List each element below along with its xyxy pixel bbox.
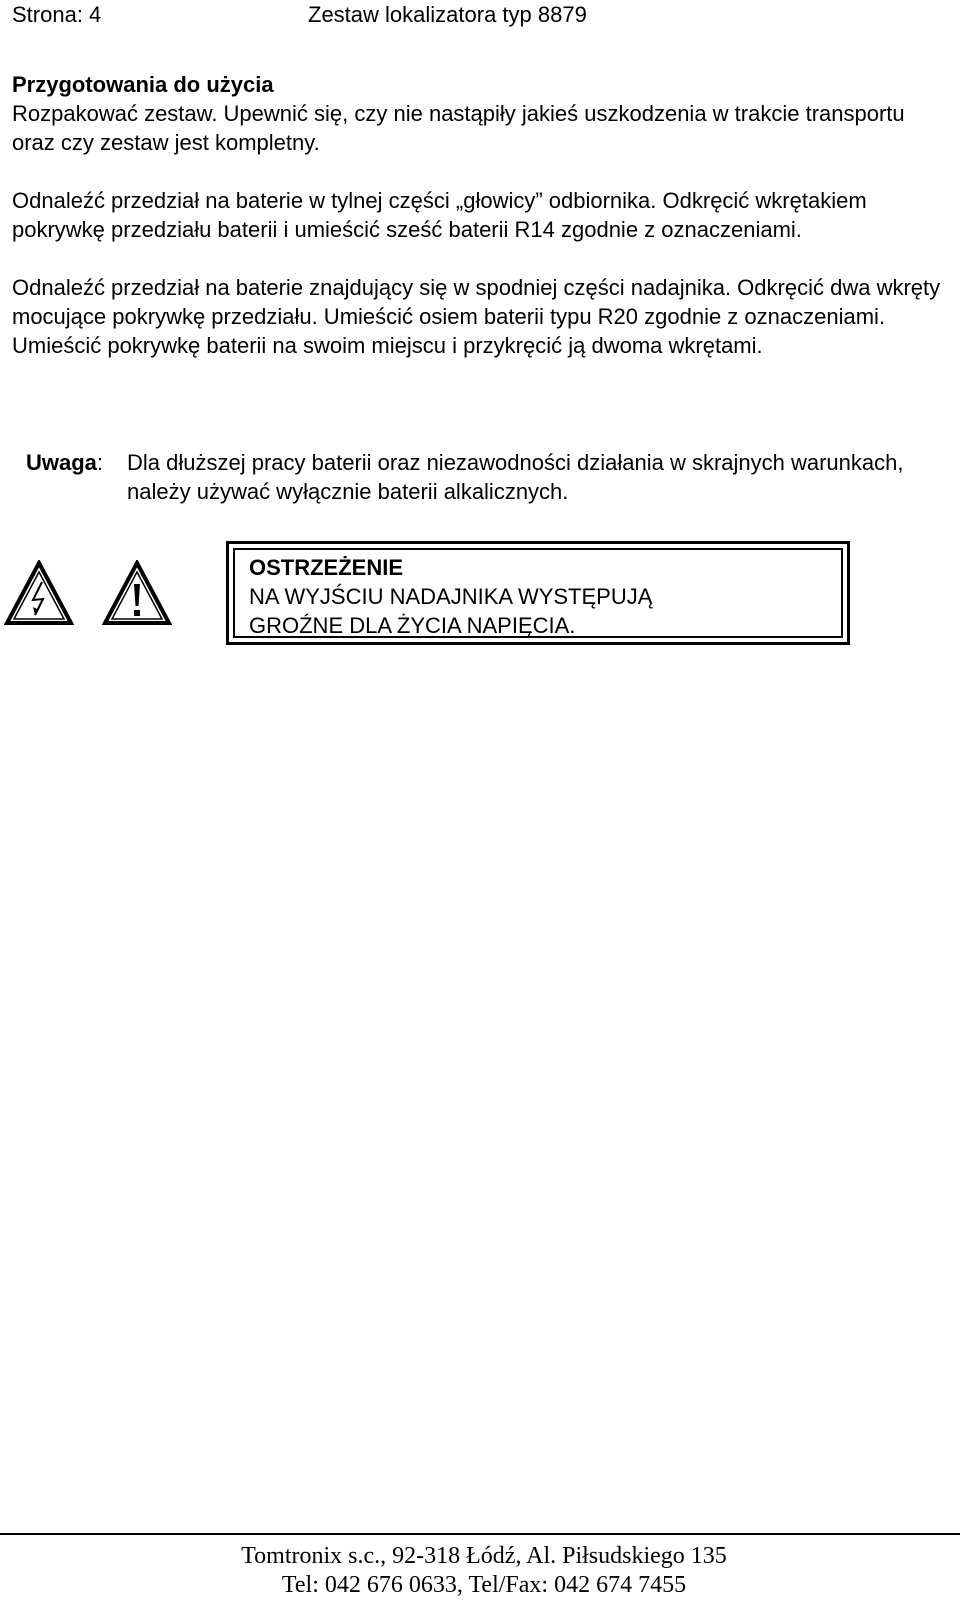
note-label: Uwaga: — [26, 450, 104, 475]
footer-address: Tomtronix s.c., 92-318 Łódź, Al. Piłsudskiego 135 — [241, 1543, 727, 1569]
page-number: Strona: 4 — [12, 2, 102, 27]
footer-divider — [0, 1533, 960, 1535]
page-footer — [0, 1542, 960, 1600]
section-heading: Przygotowania do użycia — [12, 72, 274, 97]
footer-phone: Tel: 042 676 0633, Tel/Fax: 042 674 7455 — [281, 1572, 687, 1598]
general-warning-icon — [102, 560, 172, 626]
paragraph-transmitter-batteries: Odnaleźć przedział na baterie znajdujący się w spodniej części nadajnika. Odkręcić dwa wkręty mocujące pokrywkę przedziału. Umieścić osiem baterii typu R20 zgodnie z oznaczeniami. Umieścić pokrywkę baterii na swoim miejscu i przykręcić ją dwoma wkrętami. — [12, 275, 941, 358]
preparation-section — [12, 70, 942, 389]
high-voltage-warning-icon — [4, 560, 74, 626]
paragraph-receiver-batteries: Odnaleźć przedział na baterie w tylnej części „głowicy” odbiornika. Odkręcić wkrętakiem pokrywkę przedziału baterii i umieścić sześć baterii R14 zgodnie z oznaczeniami. — [12, 188, 867, 242]
note-text: Dla dłuższej pracy baterii oraz niezawodności działania w skrajnych warunkach, należy używać wyłącznie baterii alkalicznych. — [127, 450, 904, 504]
paragraph-unpack: Rozpakować zestaw. Upewnić się, czy nie nastąpiły jakieś uszkodzenia w trakcie transportu oraz czy zestaw jest kompletny. — [12, 101, 905, 155]
document-title: Zestaw lokalizatora typ 8879 — [308, 2, 587, 27]
warning-inner-frame — [233, 548, 843, 638]
warning-box — [226, 541, 850, 645]
page-header — [12, 0, 942, 29]
warning-title: OSTRZEŻENIE — [249, 555, 404, 580]
warning-line-1: NA WYJŚCIU NADAJNIKA WYSTĘPUJĄ — [249, 584, 653, 609]
note-block — [26, 448, 926, 506]
warning-line-2: GROŹNE DLA ŻYCIA NAPIĘCIA. — [249, 613, 576, 638]
